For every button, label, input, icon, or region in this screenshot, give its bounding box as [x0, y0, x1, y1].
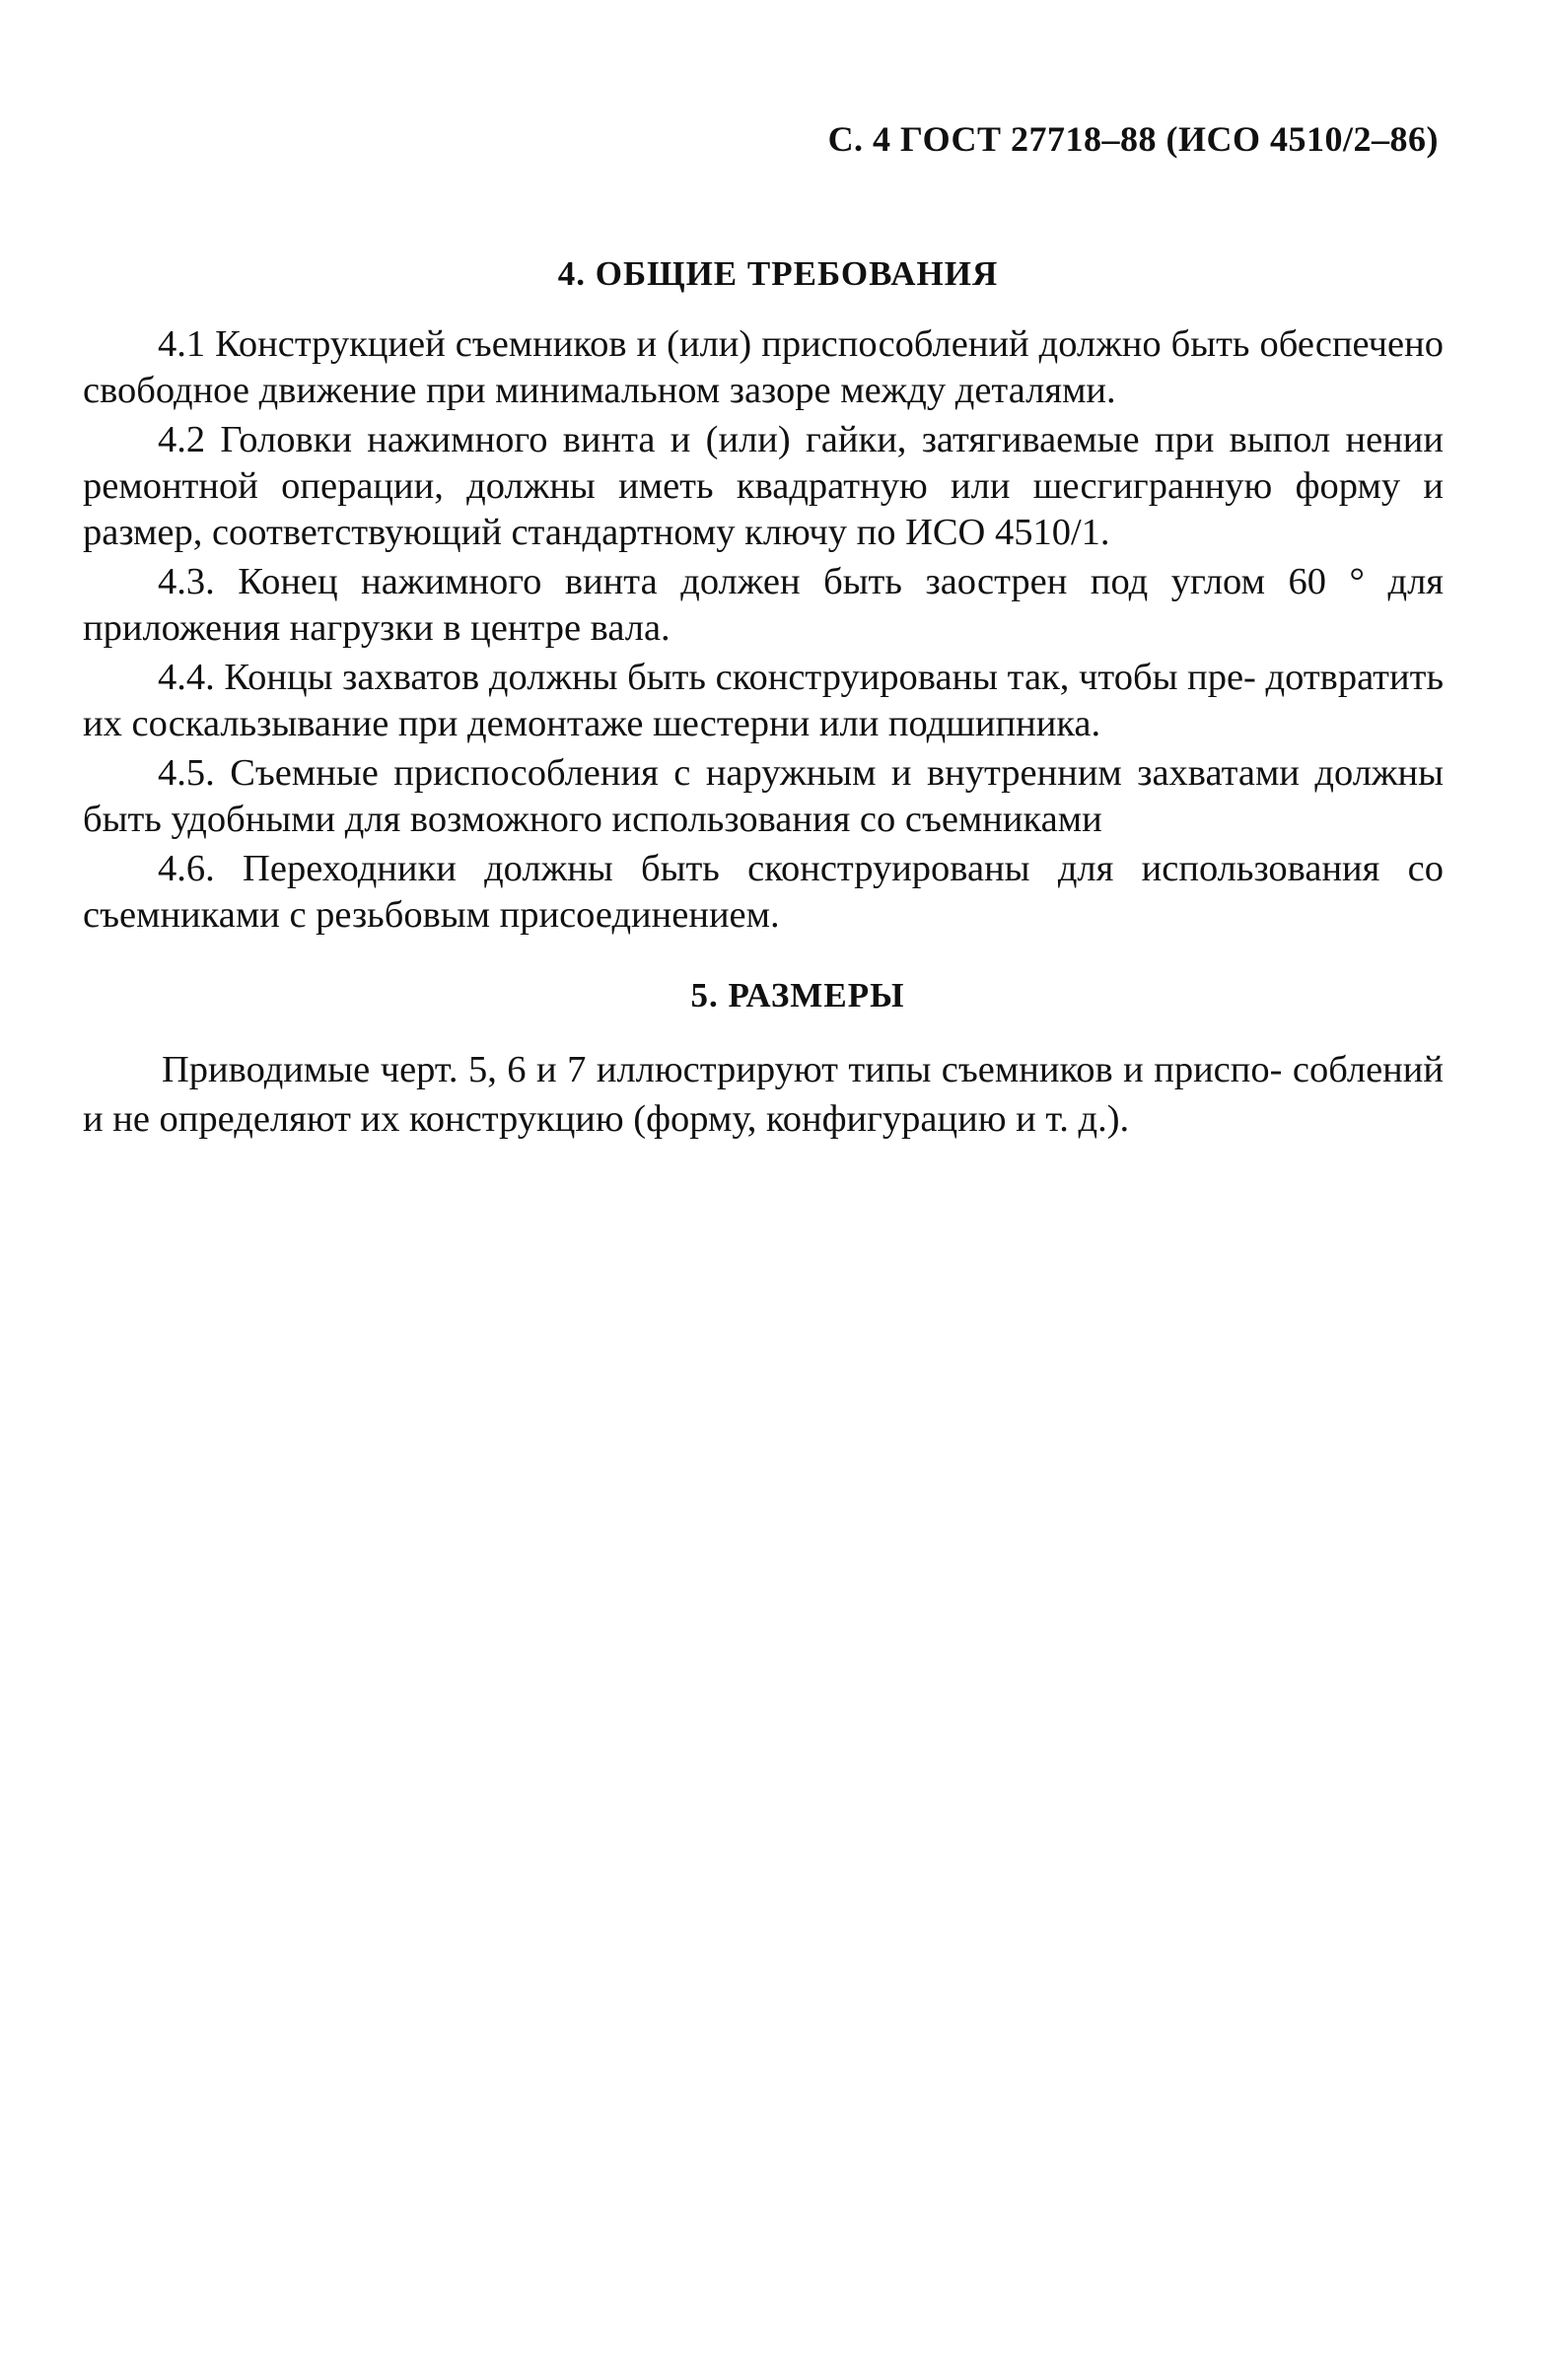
paragraph-4-3: 4.3. Конец нажимного винта должен быть заострен под углом 60 ° для приложения нагрузки в центре вала. — [83, 561, 1444, 649]
section-title: 5. РАЗМЕРЫ — [690, 976, 905, 1015]
paragraph-4-1: 4.1 Конструкцией съемников и (или) приспособлений должно быть обеспечено свободное движение при минимальном зазоре между деталями. — [83, 323, 1444, 411]
paragraph-4-2: 4.2 Головки нажимного винта и (или) гайки, затягиваемые при выпол нении ремонтной операции, должны иметь квадратную или шесгигранную форму и размер, соответствующий стандартному ключу по ИСО 4510/1. — [83, 419, 1444, 553]
paragraph-4-4: 4.4. Концы захватов должны быть сконструированы так, чтобы пре- дотвратить их соскальзывание при демонтаже шестерни или подшипника. — [83, 657, 1444, 744]
paragraph-4-6: 4.6. Переходники должны быть сконструированы для использования со съемниками с резьбовым присоединением. — [83, 848, 1444, 936]
section-title: 4. ОБЩИЕ ТРЕБОВАНИЯ — [557, 254, 999, 293]
section-general-requirements — [83, 254, 1444, 942]
paragraph-5-intro: Приводимые черт. 5, 6 и 7 иллюстрируют типы съемников и приспо- соблений и не определяют их конструкцию (форму, конфигурацию и т. д.). — [83, 1049, 1444, 1140]
paragraph-4-5: 4.5. Съемные приспособления с наружным и внутренним захватами должны быть удобными для возможного использования со съемниками — [83, 752, 1444, 840]
page-header: С. 4 ГОСТ 27718–88 (ИСО 4510/2–86) — [827, 119, 1439, 159]
section-dimensions — [83, 976, 1444, 1147]
